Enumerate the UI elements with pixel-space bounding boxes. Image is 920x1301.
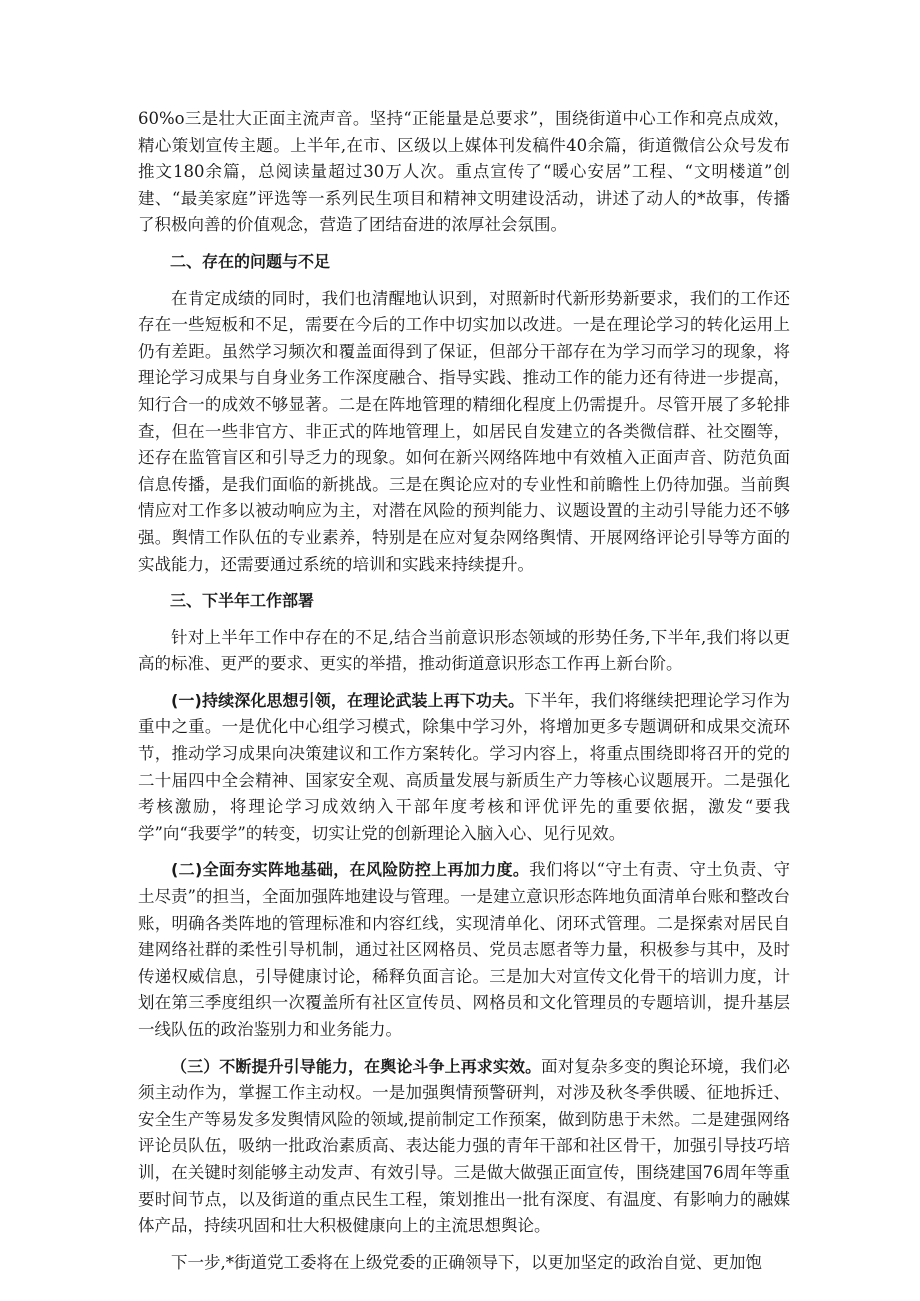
item-3-lead: （三）不断提升引导能力，在舆论斗争上再求实效。 [171,1056,542,1076]
paragraph-plan-intro: 针对上半年工作中存在的不足,结合当前意识形态领域的形势任务,下半年,我们将以更高的标准、更严的要求、更实的举措，推动街道意识形态工作再上新台阶。 [138,627,790,674]
paragraph-item-2 [138,857,790,1043]
item-2-lead: (二)全面夯实阵地基础，在风险防控上再加力度。 [171,860,530,880]
section-heading-plan: 三、下半年工作部署 [170,591,315,611]
section-heading-problems: 二、存在的问题与不足 [170,251,331,271]
item-3-body: 面对复杂多变的舆论环境，我们必须主动作为，掌握工作主动权。一是加强舆情预警研判，对涉及秋冬季供暖、征地拆迁、安全生产等易发多发舆情风险的领域,提前制定工作预案，做到防患于未然。二是建强网络评论员队伍，吸纳一批政治素质高、表达能力强的青年干部和社区骨干，加强引导技巧培训，在关键时刻能够主动发声、有效引导。三是做大做强正面宣传，围绕建国76周年等重要时间节点，以及街道的重点民生工程，策划推出一批有深度、有温度、有影响力的融媒体产品，持续巩固和壮大积极健康向上的主流思想舆论。 [138,1056,790,1236]
paragraph-item-3 [138,1054,790,1240]
item-2-body: 我们将以“守土有责、守土负责、守土尽责”的担当，全面加强阵地建设与管理。一是建立意识形态阵地负面清单台账和整改台账，明确各类阵地的管理标准和内容红线，实现清单化、闭环式管理。二是探索对居民自建网络社群的柔性引导机制，通过社区网格员、党员志愿者等力量，积极参与其中，及时传递权威信息，引导健康讨论，稀释负面言论。三是加大对宣传文化骨干的培训力度，计划在第三季度组织一次覆盖所有社区宣传员、网格员和文化管理员的专题培训，提升基层一线队伍的政治鉴别力和业务能力。 [138,860,790,1039]
paragraph-next-step: 下一步,*街道党工委将在上级党委的正确领导下，以更加坚定的政治自觉、更加饱 [171,1252,762,1272]
paragraph-intro: 60%o三是壮大正面主流声音。坚持“正能量是总要求”，围绕街道中心工作和亮点成效，精心策划宣传主题。上半年,在市、区级以上媒体刊发稿件40余篇，街道微信公众号发布推文180余篇，总阅读量超过30万人次。重点宣传了“暖心安居”工程、“文明楼道”创建、“最美家庭”评选等一系列民生项目和精神文明建设活动，讲述了动人的*故事，传播了积极向善的价值观念，营造了团结奋进的浓厚社会氛围。 [138,109,790,235]
item-1-lead: (一)持续深化思想引领，在理论武装上再下功夫。 [171,690,525,710]
item-1-body: 下半年，我们将继续把理论学习作为重中之重。一是优化中心组学习模式，除集中学习外，将增加更多专题调研和成果交流环节，推动学习成果向决策建议和工作方案转化。学习内容上，将重点围绕即将召开的党的二十届四中全会精神、国家安全观、高质量发展与新质生产力等核心议题展开。二是强化考核激励，将理论学习成效纳入干部年度考核和评优评先的重要依据，激发“要我学”向“我要学”的转变，切实让党的创新理论入脑入心、见行见效。 [138,690,790,843]
paragraph-item-1 [138,688,790,848]
document-page [138,106,790,1286]
paragraph-problems: 在肯定成绩的同时，我们也清醒地认识到，对照新时代新形势新要求，我们的工作还存在一些短板和不足，需要在今后的工作中切实加以改进。一是在理论学习的转化运用上仍有差距。虽然学习频次和覆盖面得到了保证，但部分干部存在为学习而学习的现象，将理论学习成果与自身业务工作深度融合、指导实践、推动工作的能力还有待进一步提高，知行合一的成效不够显著。二是在阵地管理的精细化程度上仍需提升。尽管开展了多轮排查，但在一些非官方、非正式的阵地管理上，如居民自发建立的各类微信群、社交圈等，还存在监管盲区和引导乏力的现象。如何在新兴网络阵地中有效植入正面声音、防范负面信息传播，是我们面临的新挑战。三是在舆论应对的专业性和前瞻性上仍待加强。当前舆情应对工作多以被动响应为主，对潜在风险的预判能力、议题设置的主动引导能力还不够强。舆情工作队伍的专业素养，特别是在应对复杂网络舆情、开展网络评论引导等方面的实战能力，还需要通过系统的培训和实践来持续提升。 [138,288,790,574]
